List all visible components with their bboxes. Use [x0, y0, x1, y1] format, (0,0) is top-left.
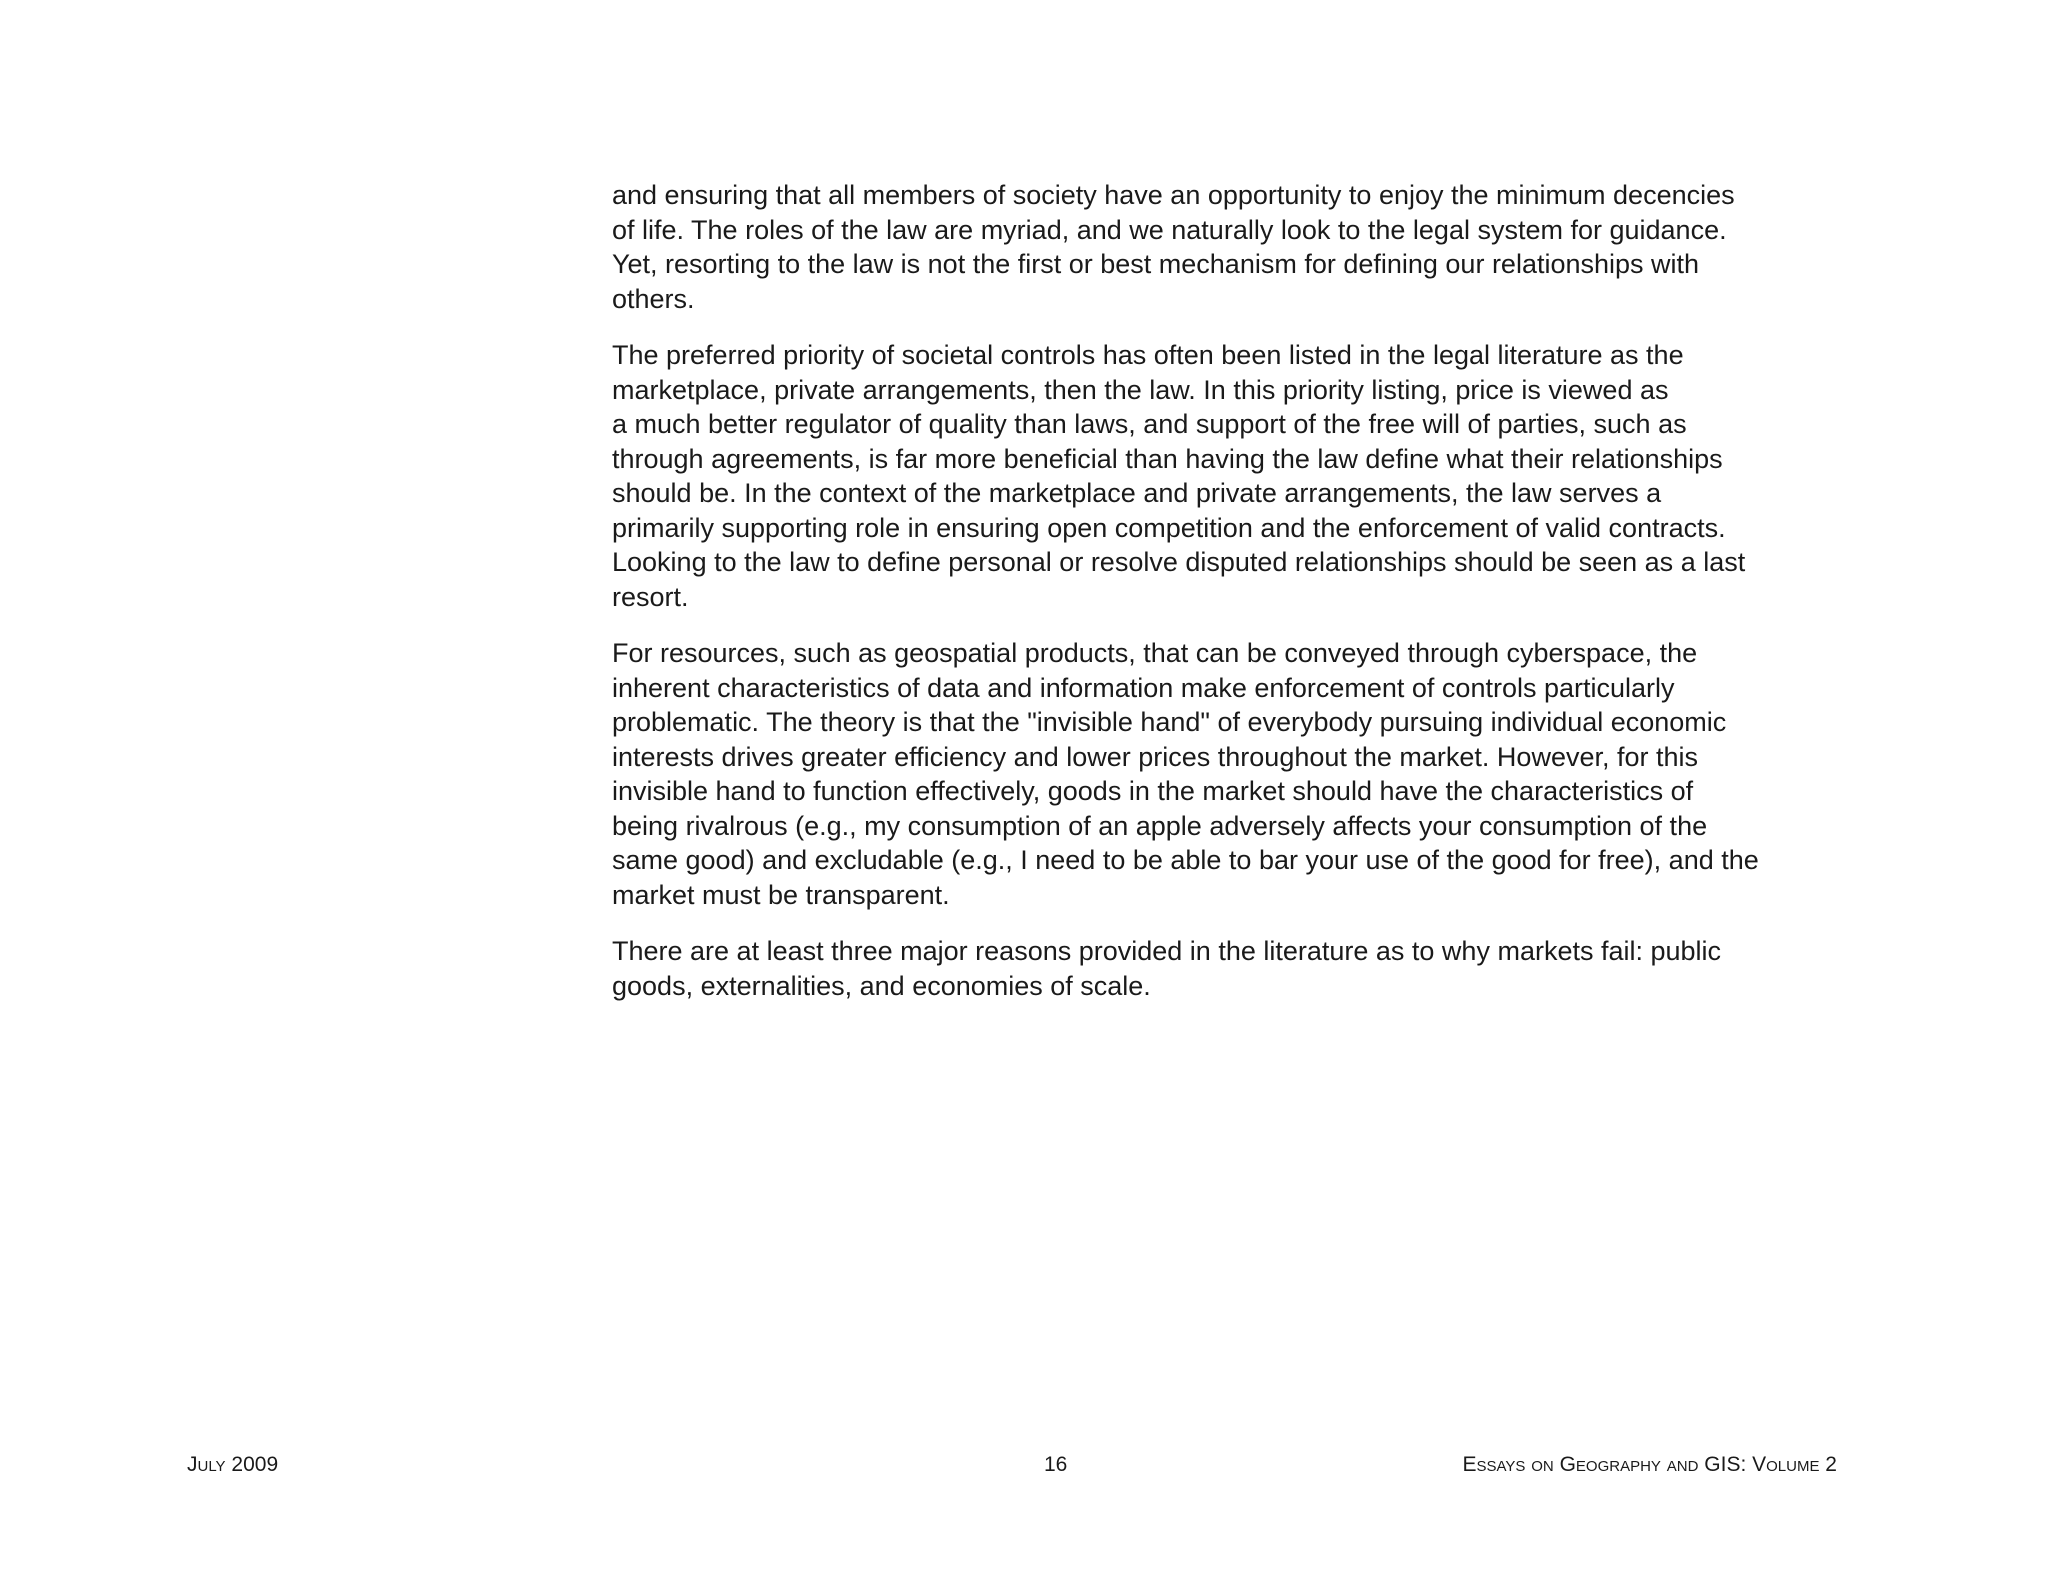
body-text [612, 178, 1852, 1025]
paragraph-line: market must be transparent. [612, 879, 950, 910]
paragraph-3 [612, 636, 1852, 912]
paragraph-line: a much better regulator of quality than laws, and support of the free will of parties, such as [612, 409, 1687, 439]
paragraph-line: For resources, such as geospatial products, that can be conveyed through cyberspace, the [612, 638, 1698, 668]
footer-date: July 2009 [187, 1453, 279, 1476]
paragraph-line: being rivalrous (e.g., my consumption of an apple adversely affects your consumption of the [612, 810, 1708, 841]
paragraph-line: The preferred priority of societal controls has often been listed in the legal literature as the [612, 340, 1684, 370]
paragraph-line: marketplace, private arrangements, then the law. In this priority listing, price is viewed as [612, 374, 1669, 405]
paragraph-2 [612, 338, 1852, 614]
paragraph-4 [612, 934, 1852, 1003]
paragraph-line: and ensuring that all members of society have an opportunity to enjoy the minimum decencies [612, 180, 1735, 210]
paragraph-line: Looking to the law to define personal or resolve disputed relationships should be seen as a last [612, 547, 1746, 577]
paragraph-1 [612, 178, 1852, 316]
footer-publication-title: Essays on Geography and GIS: Volume 2 [1462, 1453, 1837, 1476]
paragraph-line: invisible hand to function effectively, goods in the market should have the characteristics of [612, 776, 1694, 806]
paragraph-line: through agreements, is far more beneficial than having the law define what their relationships [612, 443, 1723, 474]
paragraph-line: primarily supporting role in ensuring open competition and the enforcement of valid contracts. [612, 512, 1726, 543]
paragraph-line: resort. [612, 581, 689, 612]
paragraph-line: inherent characteristics of data and information make enforcement of controls particularly [612, 672, 1675, 703]
paragraph-line: same good) and excludable (e.g., I need to be able to bar your use of the good for free), and the [612, 845, 1759, 875]
paragraph-line: problematic. The theory is that the "invisible hand" of everybody pursuing individual economic [612, 707, 1727, 737]
paragraph-line: of life. The roles of the law are myriad, and we naturally look to the legal system for guidance. [612, 214, 1727, 245]
paragraph-line: others. [612, 283, 695, 314]
page-number: 16 [1044, 1453, 1068, 1476]
paragraph-line: interests drives greater efficiency and lower prices throughout the market. However, for this [612, 741, 1699, 772]
paragraph-line: goods, externalities, and economies of scale. [612, 970, 1151, 1001]
paragraph-line: should be. In the context of the marketplace and private arrangements, the law serves a [612, 478, 1662, 508]
paragraph-line: There are at least three major reasons provided in the literature as to why markets fail: public [612, 936, 1722, 966]
paragraph-line: Yet, resorting to the law is not the first or best mechanism for defining our relationships with [612, 249, 1700, 279]
